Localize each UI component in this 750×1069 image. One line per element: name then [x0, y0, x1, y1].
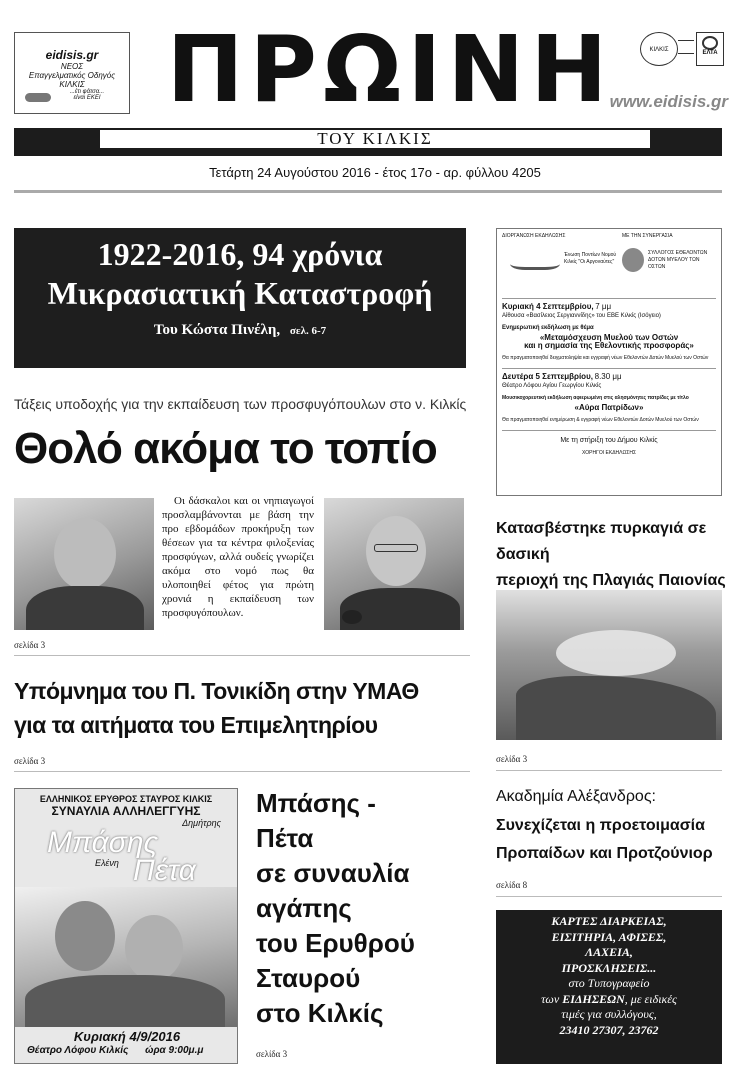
elta-icon: [702, 36, 718, 50]
ad-line3: ΚΙΛΚΙΣ: [59, 80, 85, 89]
singers-photo: [15, 887, 238, 1027]
concert-headline-line: Σταυρού: [256, 963, 361, 993]
concert-headline-line: Μπάσης -: [256, 788, 376, 818]
website-url[interactable]: www.eidisis.gr: [609, 92, 728, 111]
memo-headline-line1: Υπόμνημα του Π. Τονικίδη στην ΥΜΑΘ: [14, 678, 419, 704]
lead-byline: Του Κώστα Πινέλη,: [153, 322, 281, 338]
event2-note: Θα πραγματοποιηθεί ενημέρωση & εγγραφή νέων Εθελοντών Δοτών Μυελού των Οστών: [502, 417, 699, 423]
concert-headline-line: αγάπης: [256, 893, 352, 923]
lead-page-ref: σελ. 6-7: [289, 325, 327, 337]
refugees-body: Οι δάσκαλοι και οι νηπιαγωγοί προσλαμβάνονται με βάση την προ εβδομάδων προκήρυξη των θέσεων για τα κέντρα φιλοξενίας προσφύγων, αλλά ουδείς γνωρίζει ακόμα στο νομό πως θα υλοποιηθεί φέτος για πρώτη χρονιά η εκπαίδευση των προσφυγόπουλων.: [162, 495, 314, 619]
event2-time: 8.30 μμ: [594, 372, 622, 381]
ad-brand: eidisis.gr: [45, 48, 99, 62]
poster-last-name1: Μπάσης: [47, 826, 159, 859]
print-ad-line6a: των: [541, 991, 560, 1006]
divider: [14, 655, 470, 656]
postage-stamp-icon: [640, 32, 678, 66]
event-ad[interactable]: [496, 228, 722, 496]
masthead-rule: [14, 190, 722, 193]
print-ad-phone: 23410 27307, 23762: [559, 1022, 659, 1037]
stamp-text: ΚΙΛΚΙΣ: [649, 47, 669, 53]
poster-first-name2: Ελένη: [95, 858, 119, 868]
academy-headline[interactable]: [496, 812, 736, 868]
poster-last-name2: Πέτα: [133, 854, 196, 887]
ad-line4: ...έτι φάτσα...: [69, 89, 105, 95]
event2-title: «Αύρα Πατρίδων»: [574, 403, 644, 412]
event2-date: Δευτέρα 5 Σεπτεμβρίου,: [502, 372, 593, 381]
postmark-lines-icon: [678, 40, 694, 54]
hand-icon: [25, 93, 51, 102]
academy-headline-line1: Συνεχίζεται η προετοιμασία: [496, 817, 705, 834]
print-ad-line7: τιμές για συλλόγους,: [561, 1007, 657, 1021]
print-shop-ad[interactable]: [496, 910, 722, 1064]
concert-page-ref: σελίδα 3: [256, 1049, 288, 1059]
academy-headline-line2: Προπαίδων και Προτζούνιορ: [496, 845, 713, 862]
ad-line2: Επαγγελματικός Οδηγός: [28, 71, 116, 80]
poster-first-name1: Δημήτρης: [182, 818, 221, 828]
sponsors-label: ΧΟΡΗΓΟΙ ΕΚΔΗΛΩΣΗΣ: [581, 450, 637, 456]
fire-headline-line1: Κατασβέστηκε πυρκαγιά σε δασική: [496, 520, 707, 563]
poster-date: Κυριακή 4/9/2016: [73, 1029, 181, 1044]
lead-headline-line1: 1922-2016, 94 χρόνια: [97, 236, 383, 272]
wildfire-photo: [496, 590, 722, 740]
concert-headline-line: Πέτα: [256, 823, 314, 853]
lead-headline-line2: Μικρασιατική Καταστροφή: [47, 275, 433, 311]
fire-headline[interactable]: [496, 516, 736, 594]
partner-label: ΜΕ ΤΗΝ ΣΥΝΕΡΓΑΣΙΑ: [622, 233, 673, 239]
event1-note: Θα πραγματοποιηθεί δειγματοληψία και εγγραφή νέων Εθελοντών Δοτών Μυελού των Οστών: [502, 355, 709, 361]
eidisis-ad-box[interactable]: [14, 32, 130, 114]
poster-org: ΕΛΛΗΝΙΚΟΣ ΕΡΥΘΡΟΣ ΣΤΑΥΡΟΣ ΚΙΛΚΙΣ: [39, 794, 213, 804]
memo-headline-line2: για τα αιτήματα του Επιμελητηρίου: [14, 712, 378, 738]
event2-venue: Θέατρο Λόφου Αγίου Γεωργίου Κιλκίς: [502, 383, 602, 389]
teacher-portrait-photo: [14, 498, 154, 630]
event1-date: Κυριακή 4 Σεπτεμβρίου,: [502, 302, 594, 311]
print-ad-line6c: , με ειδικές: [624, 991, 677, 1006]
ad-line1: ΝΕΟΣ: [60, 62, 84, 71]
event1-theme-line1: «Μεταμόσχευση Μυελού των Οστών: [539, 333, 679, 342]
event1-desc: Ενημερωτική εκδήλωση με θέμα: [502, 325, 594, 331]
academy-kicker: Ακαδημία Αλέξανδρος:: [496, 788, 656, 805]
print-ad-line3: ΛΑΧΕΙΑ,: [585, 945, 633, 959]
organizer-label: ΔΙΟΡΓΑΝΩΣΗ ΕΚΔΗΛΩΣΗΣ: [502, 233, 566, 239]
refugees-headline[interactable]: Θολό ακόμα το τοπίο: [14, 424, 437, 473]
issue-line: Τετάρτη 24 Αυγούστου 2016 - έτος 17ο - αρ. φύλλου 4205: [209, 165, 541, 180]
partner-name: ΣΥΛΛΟΓΟΣ ΕΘΕΛΟΝΤΩΝ ΔΟΤΩΝ ΜΥΕΛΟΥ ΤΩΝ ΟΣΤΩΝ: [648, 250, 708, 270]
poster-event: ΣΥΝΑΥΛΙΑ ΑΛΛΗΛΕΓΓΥΗΣ: [51, 804, 201, 818]
print-ad-line6b: ΕΙΔΗΣΕΩΝ: [562, 991, 625, 1006]
academy-page-ref: σελίδα 8: [496, 880, 528, 890]
support-line: Με τη στήριξη του Δήμου Κιλκίς: [560, 437, 658, 444]
ship-logo-icon: [510, 250, 560, 270]
event1-theme-line2: και η σημασία της Εθελοντικής προσφοράς»: [524, 341, 694, 350]
event2-desc: Μουσικοχορευτική εκδήλωση αφιερωμένη στις αλησμόνητες πατρίδες με τίτλο: [502, 395, 689, 401]
divider: [14, 771, 470, 772]
masthead-subtitle: ΤΟΥ ΚΙΛΚΙΣ: [317, 129, 433, 148]
refugees-page-ref: σελίδα 3: [14, 640, 46, 650]
lead-box[interactable]: [14, 228, 466, 368]
event1-time: 7 μμ: [595, 302, 612, 311]
speaker-photo: [324, 498, 464, 630]
elta-label: ΕΛΤΑ: [702, 50, 718, 56]
event1-floor: (Ισόγειο): [637, 313, 661, 319]
people-logo-icon: [622, 248, 644, 272]
concert-poster[interactable]: [14, 788, 238, 1064]
memo-headline[interactable]: [14, 674, 474, 742]
fire-headline-line2: περιοχή της Πλαγιάς Παιονίας: [496, 572, 726, 589]
concert-headline-line: σε συναυλία: [256, 858, 410, 888]
print-ad-line2: ΕΙΣΙΤΗΡΙΑ, ΑΦΙΣΕΣ,: [551, 929, 667, 944]
print-ad-line1: ΚΑΡΤΕΣ ΔΙΑΡΚΕΙΑΣ,: [551, 914, 667, 928]
divider: [496, 896, 722, 897]
poster-time: ώρα 9:00μ.μ: [145, 1045, 204, 1056]
fire-page-ref: σελίδα 3: [496, 754, 528, 764]
poster-venue: Θέατρο Λόφου Κιλκίς: [27, 1045, 129, 1056]
concert-headline[interactable]: [256, 786, 474, 1031]
ad-line5: είναι ΕΚΕΙ: [73, 95, 101, 101]
elta-logo: [696, 32, 724, 66]
organizer-name: Ένωση Ποντίων Νομού Κιλκίς "Οι Αργοναύτες": [564, 252, 617, 265]
event1-venue: Αίθουσα «Βασίλειος Σεργιαννίδης» του ΕΒΕ Κιλκίς: [502, 313, 637, 319]
print-ad-line5: στο Τυπογραφείο: [568, 976, 650, 990]
divider: [496, 770, 722, 771]
refugees-kicker: Τάξεις υποδοχής για την εκπαίδευση των προσφυγόπουλων στο ν. Κιλκίς: [14, 396, 467, 412]
print-ad-line4: ΠΡΟΣΚΛΗΣΕΙΣ...: [561, 960, 657, 975]
concert-headline-line: στο Κιλκίς: [256, 998, 384, 1028]
concert-headline-line: του Ερυθρού: [256, 928, 415, 958]
memo-page-ref: σελίδα 3: [14, 756, 46, 766]
masthead-title: ΠΡΩΙΝΗ: [166, 16, 614, 123]
